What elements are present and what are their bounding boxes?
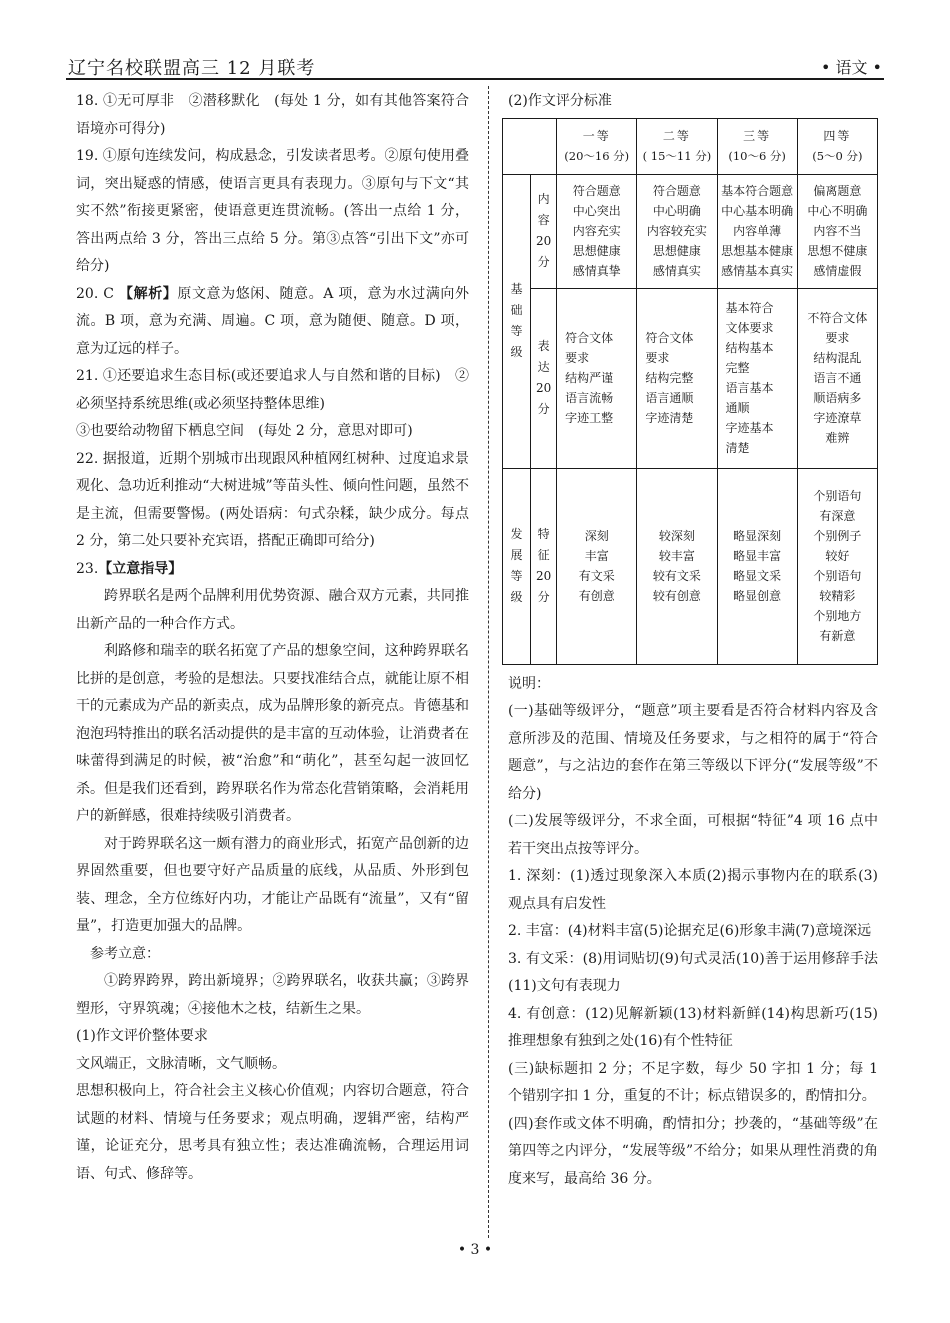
rubric-cell-line: 略显丰富 <box>733 549 782 563</box>
q23-paragraph-1: 跨界联名是两个品牌利用优势资源、融合双方元素，共同推出新产品的一种合作方式。 <box>76 588 469 632</box>
page-number: • 3 • <box>457 1242 493 1258</box>
content-grade-4 <box>797 174 877 288</box>
grade-2-header: 二等 ( 15～11 分) <box>637 118 717 174</box>
rubric-cell-line: 符合题意 <box>572 184 621 198</box>
q23-paragraph-3: 对于跨界联名这一颇有潜力的商业形式，拓宽产品创新的边界固然重要，但也要守好产品质量的底线，从品质、外形到包装、理念，全方位练好内功，才能让产品既有“流量”，又有“留量”，打造更加强大的品牌。 <box>76 835 469 934</box>
rubric-cell-line: 感情真实 <box>652 264 701 278</box>
rubric-cell-line: 感情真挚 <box>572 264 621 278</box>
rubric-cell-line: 内容较充实 <box>646 224 707 238</box>
right-column <box>508 88 878 1193</box>
rubric-cell-line: 较精彩 <box>819 589 856 603</box>
feature-grade-1 <box>557 468 637 664</box>
scoring-criteria-title: (2)作文评分标准 <box>508 93 612 109</box>
rubric-cell-line: 较深刻 <box>658 529 695 543</box>
rubric-content-row <box>503 174 878 288</box>
rubric-cell-line: 略显文采 <box>733 569 782 583</box>
rubric-cell-line: 思想基本健康 <box>721 244 794 258</box>
grade-4-header: 四等 (5～0 分) <box>797 118 877 174</box>
rubric-cell-line: 中心基本明确 <box>721 204 794 218</box>
expression-grade-3 <box>717 288 797 468</box>
rubric-cell-line: 有文采 <box>578 569 615 583</box>
q20-body: 原文意为悠闲、随意。A 项，意为水过满向外流。B 项，意为充满、周遍。C 项，意为随便、随意。D 项，意为辽远的样子。 <box>76 285 469 357</box>
rubric-cell-line: 感情虚假 <box>813 264 862 278</box>
note-3: 1. 深刻：(1)透过现象深入本质(2)揭示事物内在的联系(3)观点具有启发性 <box>508 868 878 912</box>
rubric-cell-line: 略显深刻 <box>733 529 782 543</box>
feature-grade-4 <box>797 468 877 664</box>
rubric-cell-line: 有深意 <box>819 509 856 523</box>
content-grade-2 <box>637 174 717 288</box>
answer-q21-line1: 21. ①还要追求生态目标(或还要追求人与自然和谐的目标) ②必须坚持系统思维(或必须坚持整体思维) <box>76 368 469 412</box>
answer-q23-heading <box>76 556 469 584</box>
q23-guide-tag: 【立意指导】 <box>98 560 183 577</box>
answer-q21-line2: ③也要给动物留下栖息空间 (每处 2 分，意思对即可) <box>76 423 413 439</box>
note-1: (一)基础等级评分，“题意”项主要看是否符合材料内容及含意所涉及的范围、情境及任务要求，与之相符的属于“符合题意”，与之沾边的套作在第三等级以下评分(“发展等级”不给分) <box>508 703 878 802</box>
page-header <box>66 52 884 80</box>
development-level-label: 发 展 等 级 <box>503 468 531 664</box>
rubric-cell-line: 思想健康 <box>572 244 621 258</box>
q20-analysis-tag: 【解析】 <box>119 285 178 302</box>
rubric-cell-line: 中心突出 <box>572 204 621 218</box>
rubric-cell-line: 偏离题意 <box>813 184 862 198</box>
grade-1-header: 一等 (20～16 分) <box>557 118 637 174</box>
rubric-cell-line: 个别例子 <box>813 529 862 543</box>
content-grade-1 <box>557 174 637 288</box>
rubric-cell-line: 语言通顺 <box>645 391 694 405</box>
rubric-cell-line: 字迹潦草 <box>813 411 862 425</box>
rubric-cell-line: 个别语句 <box>813 569 862 583</box>
rubric-cell-line: 字迹清楚 <box>645 411 694 425</box>
rubric-cell-line: 有新意 <box>819 629 856 643</box>
rubric-feature-row <box>503 468 878 664</box>
rubric-cell-line: 内容充实 <box>572 224 621 238</box>
rubric-cell-line: 基本符合题意 <box>721 184 794 198</box>
content-grade-3 <box>717 174 797 288</box>
rubric-expression-row <box>503 288 878 468</box>
rubric-cell-line: 思想不健康 <box>807 244 868 258</box>
reference-ideas-title: 参考立意： <box>90 945 160 962</box>
rubric-cell-line: 较有创意 <box>652 589 701 603</box>
rubric-cell-line: 语言基本 <box>725 381 774 395</box>
requirements-line-1: 文风端正，文脉清晰，文气顺畅。 <box>76 1055 286 1072</box>
note-4: 2. 丰富：(4)材料丰富(5)论据充足(6)形象丰满(7)意境深远 <box>508 923 872 939</box>
expression-grade-1 <box>557 288 637 468</box>
answer-q22: 22. 据报道，近期个别城市出现跟风种植网红树种、过度追求景观化、急功近利推动“大树进城”等苗头性、倾向性问题，虽然不是主流，但需要警惕。(两处语病：句式杂糅，缺少成分。每点 2 分，第二处只要补充宾语，搭配正确即可给分) <box>76 450 469 549</box>
note-6: 4. 有创意：(12)见解新颖(13)材料新鲜(14)构思新巧(15)推理想象有独到之处(16)有个性特征 <box>508 1005 878 1049</box>
rubric-cell-line: 不符合文体 <box>807 311 868 325</box>
q23-number: 23. <box>76 560 99 577</box>
rubric-cell-line: 通顺 <box>725 401 750 415</box>
requirements-line-2: 思想积极向上，符合社会主义核心价值观；内容切合题意，符合试题的材料、情境与任务要求；观点明确，逻辑严密，结构严谨，论证充分，思考具有独立性；表达准确流畅，合理运用词语、句式、修辞等。 <box>76 1083 469 1182</box>
rubric-corner-cell <box>503 118 557 174</box>
reference-ideas: ①跨界跨界，跨出新境界；②跨界联名，收获共赢；③跨界塑形，守界筑魂；④接他木之枝，结新生之果。 <box>76 973 469 1017</box>
rubric-cell-line: 较丰富 <box>658 549 695 563</box>
rubric-cell-line: 结构严谨 <box>565 371 614 385</box>
rubric-header-row <box>503 118 878 174</box>
rubric-cell-line: 内容单薄 <box>733 224 782 238</box>
rubric-cell-line: 个别语句 <box>813 489 862 503</box>
rubric-cell-line: 较有文采 <box>652 569 701 583</box>
rubric-cell-line: 语言流畅 <box>565 391 614 405</box>
notes-title: 说明： <box>508 675 550 692</box>
rubric-cell-line: 顺语病多 <box>813 391 862 405</box>
rubric-cell-line: 感情基本真实 <box>721 264 794 278</box>
left-column <box>76 88 469 1188</box>
expression-grade-2 <box>637 288 717 468</box>
answer-q20 <box>76 281 469 364</box>
note-2: (二)发展等级评分，不求全面，可根据“特征”4 项 16 点中若干突出点按等评分。 <box>508 813 878 857</box>
rubric-cell-line: 符合文体 <box>645 331 694 345</box>
rubric-cell-line: 要求 <box>645 351 670 365</box>
grade-3-header: 三等 (10～6 分) <box>717 118 797 174</box>
rubric-cell-line: 语言不通 <box>813 371 862 385</box>
rubric-cell-line: 个别地方 <box>813 609 862 623</box>
rubric-cell-line: 中心明确 <box>652 204 701 218</box>
rubric-cell-line: 略显创意 <box>733 589 782 603</box>
scoring-rubric-table <box>502 118 878 665</box>
answer-q19: 19. ①原句连续发问，构成悬念，引发读者思考。②原句使用叠词，突出疑惑的情感，使语言更具有表现力。③原句与下文“其实不然”衔接更紧密，使语意更连贯流畅。(答出一点给 1 分，答出两点给 3 分，答出三点给 5 分。第③点答“引出下文”亦可给分) <box>76 148 469 274</box>
feature-grade-3 <box>717 468 797 664</box>
rubric-cell-line: 深刻 <box>584 529 609 543</box>
rubric-cell-line: 有创意 <box>578 589 615 603</box>
feature-grade-2 <box>637 468 717 664</box>
column-divider <box>488 86 489 1238</box>
answer-q18: 18. ①无可厚非 ②潜移默化 (每处 1 分，如有其他答案符合语境亦可得分) <box>76 93 469 137</box>
expression-item-label: 表 达 20 分 <box>531 288 557 468</box>
rubric-cell-line: 结构混乱 <box>813 351 862 365</box>
rubric-cell-line: 结构基本 <box>725 341 774 355</box>
note-7: (三)缺标题扣 2 分；不足字数，每少 50 字扣 1 分；每 1 个错别字扣 1 分，重复的不计；标点错误多的，酌情扣分。 <box>508 1060 878 1104</box>
rubric-cell-line: 较好 <box>825 549 850 563</box>
note-8: (四)套作或文体不明确，酌情扣分；抄袭的，“基础等级”在第四等之内评分，“发展等级”不给分；如果从理性消费的角度来写，最高给 36 分。 <box>508 1115 878 1187</box>
rubric-cell-line: 基本符合 <box>725 301 774 315</box>
rubric-cell-line: 中心不明确 <box>807 204 868 218</box>
rubric-cell-line: 清楚 <box>725 441 750 455</box>
rubric-cell-line: 字迹基本 <box>725 421 774 435</box>
rubric-cell-line: 难辨 <box>825 431 850 445</box>
rubric-cell-line: 字迹工整 <box>565 411 614 425</box>
rubric-cell-line: 结构完整 <box>645 371 694 385</box>
exam-title: 辽宁名校联盟高三 12 月联考 <box>68 58 316 79</box>
rubric-cell-line: 符合文体 <box>565 331 614 345</box>
overall-requirements-title: (1)作文评价整体要求 <box>76 1028 208 1044</box>
feature-item-label: 特 征 20 分 <box>531 468 557 664</box>
rubric-cell-line: 符合题意 <box>652 184 701 198</box>
note-5: 3. 有文采：(8)用词贴切(9)句式灵活(10)善于运用修辞手法(11)文句有表现力 <box>508 950 878 994</box>
rubric-cell-line: 要求 <box>825 331 850 345</box>
rubric-cell-line: 思想健康 <box>652 244 701 258</box>
rubric-cell-line: 要求 <box>565 351 590 365</box>
subject-label: • 语文 • <box>820 58 882 77</box>
q23-paragraph-2: 利路修和瑞幸的联名拓宽了产品的想象空间，这种跨界联名比拼的是创意，考验的是想法。只要找准结合点，就能让原不相干的元素成为产品的新卖点，成为品牌形象的新亮点。肯德基和泡泡玛特推出的联名活动提供的是丰富的互动体验，让消费者在味蕾得到满足的时候，被“治愈”和“萌化”，甚至勾起一波回忆杀。但是我们还看到，跨界联名作为常态化营销策略，会消耗用户的新鲜感，很难持续吸引消费者。 <box>76 643 469 824</box>
rubric-cell-line: 完整 <box>725 361 750 375</box>
content-item-label: 内 容 20 分 <box>531 174 557 288</box>
basic-level-label: 基 础 等 级 <box>503 174 531 468</box>
rubric-cell-line: 文体要求 <box>725 321 774 335</box>
rubric-cell-line: 内容不当 <box>813 224 862 238</box>
rubric-cell-line: 丰富 <box>584 549 609 563</box>
expression-grade-4 <box>797 288 877 468</box>
q20-number: 20. C <box>76 285 120 302</box>
